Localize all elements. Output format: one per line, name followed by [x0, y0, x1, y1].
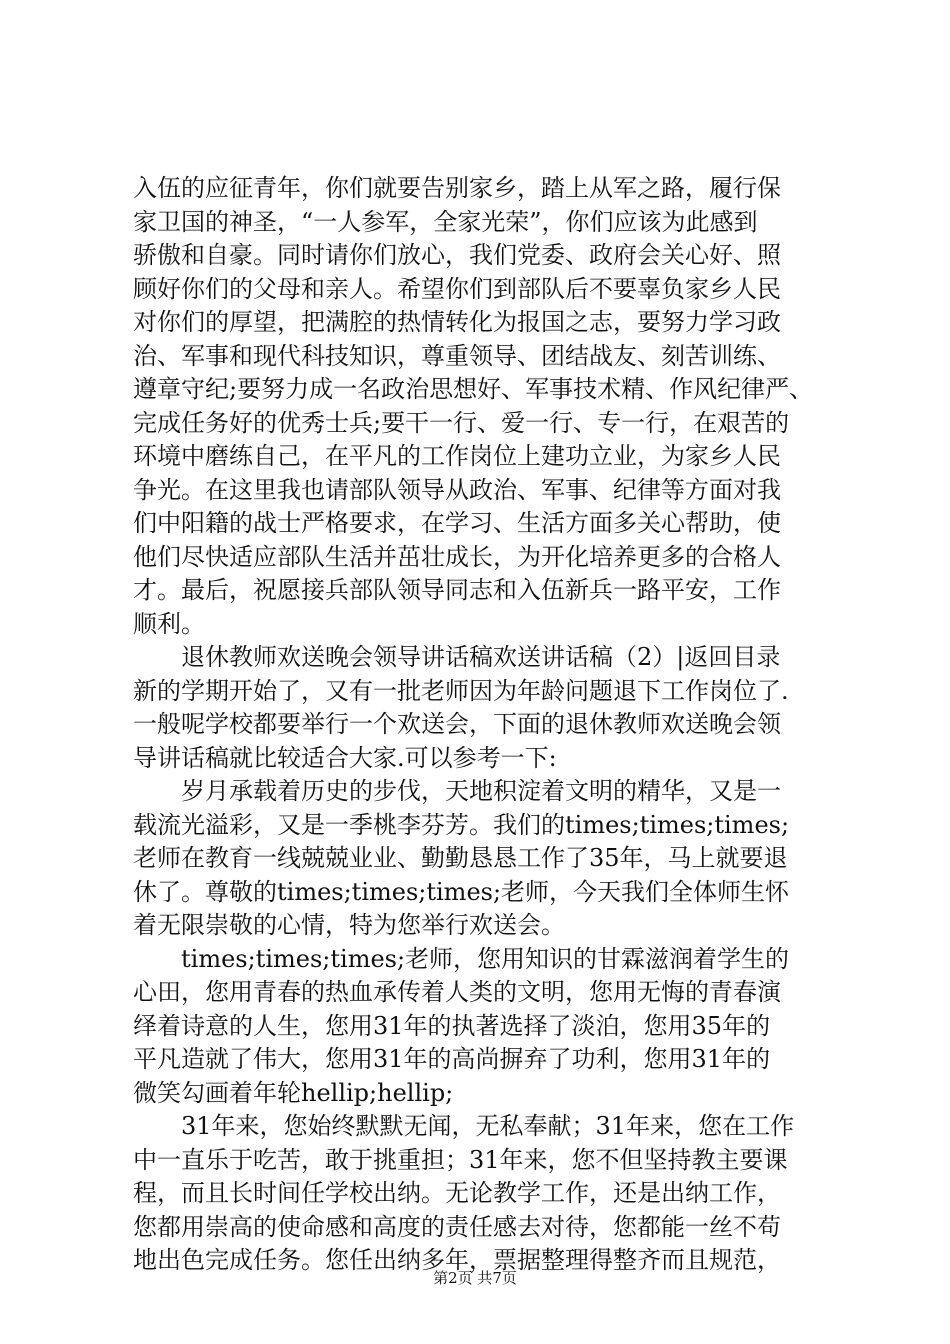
text-line: 环境中磨练自己，在平凡的工作岗位上建功立业，为家乡人民 [133, 442, 781, 470]
paragraph-start-line: 31年来，您始终默默无闻，无私奉献；31年来，您在工作 [181, 1112, 795, 1140]
section-heading-line: 退休教师欢送晚会领导讲话稿欢送讲话稿（2）|返回目录 [181, 643, 781, 671]
text-line: 争光。在这里我也请部队领导从政治、军事、纪律等方面对我 [133, 475, 781, 504]
page-footer [0, 1267, 950, 1288]
text-line: 遵章守纪;要努力成一名政治思想好、军事技术精、作风纪律严、 [133, 375, 814, 403]
text-line: 骄傲和自豪。同时请你们放心，我们党委、政府会关心好、照 [133, 241, 781, 269]
paragraph-start-line: times;times;times;老师，您用知识的甘霖滋润着学生的 [181, 944, 790, 973]
text-line: 入伍的应征青年，你们就要告别家乡，踏上从军之路，履行保 [133, 174, 781, 202]
page-number: 第2页 共7页 [433, 1269, 517, 1287]
text-line: 才。最后，祝愿接兵部队领导同志和入伍新兵一路平安，工作 [133, 576, 781, 604]
text-line: 新的学期开始了，又有一批老师因为年龄问题退下工作岗位了. [133, 676, 789, 705]
text-line: 对你们的厚望，把满腔的热情转化为报国之志，要努力学习政 [133, 308, 781, 336]
text-line: 地出色完成任务。您任出纳多年，票据整理得整齐而且规范， [133, 1246, 781, 1274]
text-line: 着无限崇敬的心情，特为您举行欢送会。 [133, 911, 565, 939]
text-line: 他们尽快适应部队生活并茁壮成长，为开化培养更多的合格人 [133, 542, 781, 571]
text-line: 导讲话稿就比较适合大家.可以参考一下: [133, 743, 557, 772]
text-line: 中一直乐于吃苦，敢于挑重担；31年来，您不但坚持教主要课 [133, 1145, 788, 1174]
document-body [133, 172, 853, 1278]
text-line: 治、军事和现代科技知识，尊重领导、团结战友、刻苦训练、 [133, 341, 781, 370]
text-line: 老师在教育一线兢兢业业、勤勤恳恳工作了35年，马上就要退 [133, 844, 788, 872]
text-line: 顺利。 [133, 609, 205, 638]
text-line: 顾好你们的父母和亲人。希望你们到部队后不要辜负家乡人民 [133, 274, 781, 303]
text-line: 家卫国的神圣，“一人参军，全家光荣”，你们应该为此感到 [133, 207, 758, 236]
text-line: 平凡造就了伟大，您用31年的高尚摒弃了功利，您用31年的 [133, 1045, 771, 1073]
text-line: 心田，您用青春的热血承传着人类的文明，您用无悔的青春演 [133, 978, 781, 1006]
text-line: 微笑勾画着年轮hellip;hellip; [133, 1078, 454, 1107]
paragraph-start-line: 岁月承载着历史的步伐，天地积淀着文明的精华，又是一 [181, 777, 781, 805]
text-line: 休了。尊敬的times;times;times;老师，今天我们全体师生怀 [133, 877, 790, 906]
text-line: 一般呢学校都要举行一个欢送会，下面的退休教师欢送晚会领 [133, 710, 781, 738]
text-line: 们中阳籍的战士严格要求，在学习、生活方面多关心帮助，使 [133, 509, 781, 537]
text-line: 绎着诗意的人生，您用31年的执著选择了淡泊，您用35年的 [133, 1011, 771, 1040]
text-line: 程，而且长时间任学校出纳。无论教学工作，还是出纳工作， [133, 1179, 781, 1207]
text-line: 您都用崇高的使命感和高度的责任感去对待，您都能一丝不苟 [133, 1212, 781, 1241]
text-line: 完成任务好的优秀士兵;要干一行、爱一行、专一行，在艰苦的 [133, 408, 790, 437]
text-line: 载流光溢彩，又是一季桃李芬芳。我们的times;times;times; [133, 810, 790, 839]
